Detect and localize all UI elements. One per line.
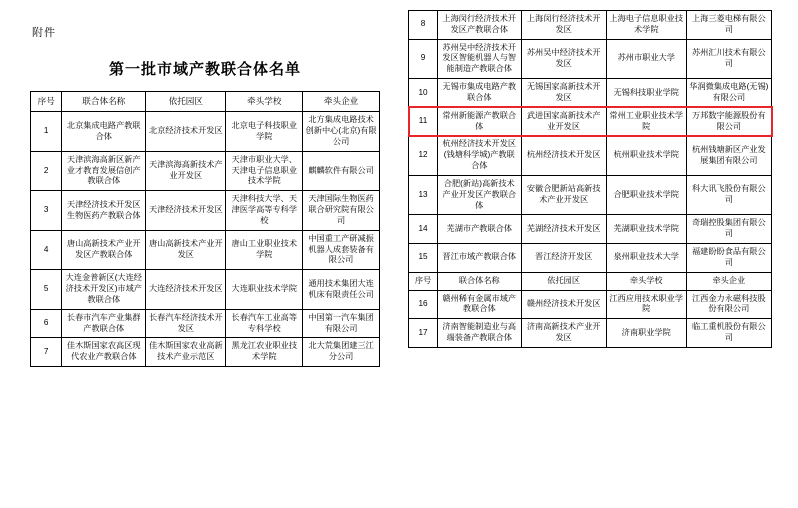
cell-name: 无锡市集成电路产教联合体 [438,79,521,108]
cell-enterprise: 华润微集成电路(无锡)有限公司 [686,79,771,108]
cell-park: 天津经济技术开发区 [146,191,226,230]
attachment-label: 附件 [32,27,56,39]
cell-school: 北京电子科技职业学院 [226,112,303,151]
cell-index: 7 [31,338,62,367]
page-title: 第一批市域产教联合体名单 [108,61,301,78]
cell-school: 济南职业学院 [606,319,686,348]
cell-enterprise: 临工重机股份有限公司 [686,319,771,348]
col-header-park: 依托园区 [521,272,606,290]
cell-school: 天津市职业大学、天津电子信息职业技术学院 [226,151,303,190]
cell-index: 16 [409,290,438,319]
col-header-park: 依托园区 [146,92,226,112]
cell-name: 长春市汽车产业集群产教联合体 [62,309,146,338]
cell-school: 江西应用技术职业学院 [606,290,686,319]
table-header-row [31,92,380,112]
col-header-index: 序号 [409,272,438,290]
col-header-school: 牵头学校 [226,92,303,112]
cell-name: 天津经济技术开发区生物医药产教联合体 [62,191,146,230]
cell-name: 唐山高新技术产业开发区产教联合体 [62,230,146,269]
cell-name: 上海闵行经济技术开发区产教联合体 [438,11,521,40]
cell-name: 芜湖市产教联合体 [438,215,521,244]
cell-school: 无锡科技职业学院 [606,79,686,108]
cell-enterprise: 江西金力永磁科技股份有限公司 [686,290,771,319]
table-row [31,338,380,367]
cell-enterprise: 科大讯飞股份有限公司 [686,175,771,214]
table-row [409,79,772,108]
cell-name: 杭州经济技术开发区(钱塘科学城)产教联合体 [438,136,521,175]
table-row [409,175,772,214]
cell-index: 11 [409,107,438,136]
cell-name: 佳木斯国家农高区现代农业产教联合体 [62,338,146,367]
cell-index: 3 [31,191,62,230]
cell-name: 大连金普新区(大连经济技术开发区)市域产教联合体 [62,270,146,309]
cell-park: 安徽合肥新站高新技术产业开发区 [521,175,606,214]
table-row [31,270,380,309]
cell-school: 长春汽车工业高等专科学校 [226,309,303,338]
cell-park: 晋江经济开发区 [521,244,606,273]
cell-school: 合肥职业技术学院 [606,175,686,214]
table-row [409,290,772,319]
cell-name: 晋江市域产教联合体 [438,244,521,273]
cell-park: 赣州经济技术开发区 [521,290,606,319]
cell-enterprise: 奇瑞控股集团有限公司 [686,215,771,244]
table-row [31,309,380,338]
table-row [31,151,380,190]
cell-name: 常州新能源产教联合体 [438,107,521,136]
table-subheader-row [409,272,772,290]
table-row [31,112,380,151]
col-header-name: 联合体名称 [438,272,521,290]
cell-enterprise: 中国重工产研减振机器人成套装备有限公司 [303,230,380,269]
cell-school: 常州工业职业技术学院 [606,107,686,136]
cell-index: 13 [409,175,438,214]
table-row [409,319,772,348]
cell-index: 1 [31,112,62,151]
cell-school: 杭州职业技术学院 [606,136,686,175]
cell-park: 济南高新技术产业开发区 [521,319,606,348]
cell-index: 12 [409,136,438,175]
cell-enterprise: 通用技术集团大连机床有限责任公司 [303,270,380,309]
table-row [31,230,380,269]
cell-school: 天津科技大学、天津医学高等专科学校 [226,191,303,230]
cell-park: 大连经济技术开发区 [146,270,226,309]
cell-school: 上海电子信息职业技术学院 [606,11,686,40]
cell-park: 无锡国家高新技术开发区 [521,79,606,108]
right-list-table [408,10,772,348]
right-column [398,0,798,508]
cell-park: 杭州经济技术开发区 [521,136,606,175]
cell-enterprise: 中国第一汽车集团有限公司 [303,309,380,338]
cell-school: 大连职业技术学院 [226,270,303,309]
cell-index: 15 [409,244,438,273]
cell-park: 上海闵行经济技术开发区 [521,11,606,40]
cell-index: 9 [409,39,438,78]
cell-enterprise: 万邦数字能源股份有限公司 [686,107,771,136]
cell-park: 北京经济技术开发区 [146,112,226,151]
table-row [409,39,772,78]
cell-enterprise: 杭州钱塘新区产业发展集团有限公司 [686,136,771,175]
table-row [31,191,380,230]
cell-enterprise: 麒麟软件有限公司 [303,151,380,190]
cell-enterprise: 苏州汇川技术有限公司 [686,39,771,78]
table-row [409,215,772,244]
cell-index: 6 [31,309,62,338]
table-row [409,136,772,175]
col-header-index: 序号 [31,92,62,112]
col-header-school: 牵头学校 [606,272,686,290]
cell-name: 济南智能制造业与高端装备产教联合体 [438,319,521,348]
cell-school: 苏州市职业大学 [606,39,686,78]
table-row [409,244,772,273]
cell-index: 10 [409,79,438,108]
cell-enterprise: 福建盼盼食品有限公司 [686,244,771,273]
cell-park: 苏州吴中经济技术开发区 [521,39,606,78]
cell-park: 芜湖经济技术开发区 [521,215,606,244]
cell-school: 芜湖职业技术学院 [606,215,686,244]
cell-park: 佳木斯国家农业高新技术产业示范区 [146,338,226,367]
col-header-enterprise: 牵头企业 [686,272,771,290]
left-list-table [30,91,380,367]
cell-name: 合肥(新站)高新技术产业开发区产教联合体 [438,175,521,214]
cell-enterprise: 天津国际生物医药联合研究院有限公司 [303,191,380,230]
cell-park: 唐山高新技术产业开发区 [146,230,226,269]
cell-park: 长春汽车经济技术开发区 [146,309,226,338]
cell-enterprise: 北大荒集团建三江分公司 [303,338,380,367]
cell-index: 8 [409,11,438,40]
cell-index: 4 [31,230,62,269]
cell-school: 黑龙江农业职业技术学院 [226,338,303,367]
cell-index: 2 [31,151,62,190]
col-header-enterprise: 牵头企业 [303,92,380,112]
cell-school: 唐山工业职业技术学院 [226,230,303,269]
cell-school: 泉州职业技术大学 [606,244,686,273]
cell-enterprise: 北方集成电路技术创新中心(北京)有限公司 [303,112,380,151]
cell-name: 赣州稀有金属市域产教联合体 [438,290,521,319]
cell-name: 苏州吴中经济技术开发区智能机器人与智能制造产教联合体 [438,39,521,78]
table-row-highlighted [409,107,772,136]
table-row [409,11,772,40]
cell-park: 天津滨海高新技术产业开发区 [146,151,226,190]
cell-name: 北京集成电路产教联合体 [62,112,146,151]
cell-park: 武进国家高新技术产业开发区 [521,107,606,136]
col-header-name: 联合体名称 [62,92,146,112]
cell-index: 17 [409,319,438,348]
cell-index: 5 [31,270,62,309]
left-column [0,0,398,508]
cell-enterprise: 上海三菱电梯有限公司 [686,11,771,40]
cell-name: 天津滨海高新区新产业才教育发展信创产教联合体 [62,151,146,190]
cell-index: 14 [409,215,438,244]
